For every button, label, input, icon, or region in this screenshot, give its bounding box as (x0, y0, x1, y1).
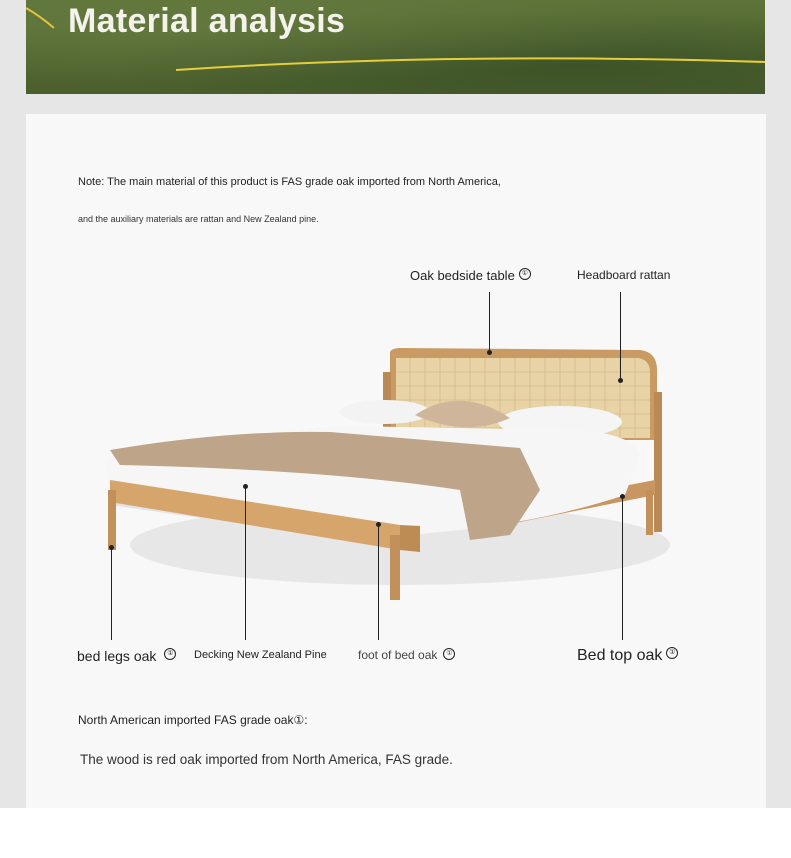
callout-foot-of-bed-oak-label: foot of bed oak (358, 648, 438, 662)
callout-decking-nz-pine (194, 649, 327, 661)
section-body-fas-oak: The wood is red oak imported from North America, FAS grade. (80, 752, 453, 767)
leader-dot-bed-legs-oak (109, 545, 114, 550)
callout-oak-bedside-table (410, 268, 531, 283)
circled-one-mark: ① (443, 648, 455, 660)
callout-oak-bedside-table-label: Oak bedside table (410, 268, 515, 283)
header-banner (26, 0, 765, 94)
callout-bed-top-oak-label: Bed top oak (577, 647, 663, 664)
callout-headboard-rattan (577, 268, 670, 282)
circled-one-mark: ① (519, 268, 531, 280)
callout-bed-top-oak (577, 647, 678, 665)
callout-foot-of-bed-oak (358, 648, 455, 662)
leader-line-headboard-rattan (620, 292, 621, 380)
leader-line-bed-top-oak (622, 497, 623, 640)
callout-bed-legs-oak-label: bed legs oak (77, 648, 157, 664)
material-note-line-1: Note: The main material of this product is FAS grade oak imported from North America, (78, 176, 501, 188)
material-note-line-2: and the auxiliary materials are rattan and New Zealand pine. (78, 214, 319, 224)
section-heading-fas-oak: North American imported FAS grade oak①: (78, 713, 308, 727)
callout-decking-nz-pine-label: Decking New Zealand Pine (194, 649, 327, 661)
leader-dot-bed-top-oak (620, 494, 625, 499)
leader-line-decking-nz-pine (245, 487, 246, 640)
leader-dot-foot-of-bed-oak (376, 522, 381, 527)
leader-line-bed-legs-oak (111, 548, 112, 640)
leader-dot-headboard-rattan (618, 378, 623, 383)
leader-dot-decking-nz-pine (243, 484, 248, 489)
leader-line-foot-of-bed-oak (378, 525, 379, 640)
leader-line-oak-bedside-table (489, 292, 490, 352)
leader-dot-oak-bedside-table (487, 350, 492, 355)
bed-illustration (80, 330, 700, 620)
circled-one-mark: ① (666, 647, 678, 659)
banner-title: Material analysis (68, 2, 346, 40)
circled-one-mark: ① (164, 648, 176, 660)
callout-bed-legs-oak (77, 648, 176, 664)
callout-headboard-rattan-label: Headboard rattan (577, 268, 671, 282)
